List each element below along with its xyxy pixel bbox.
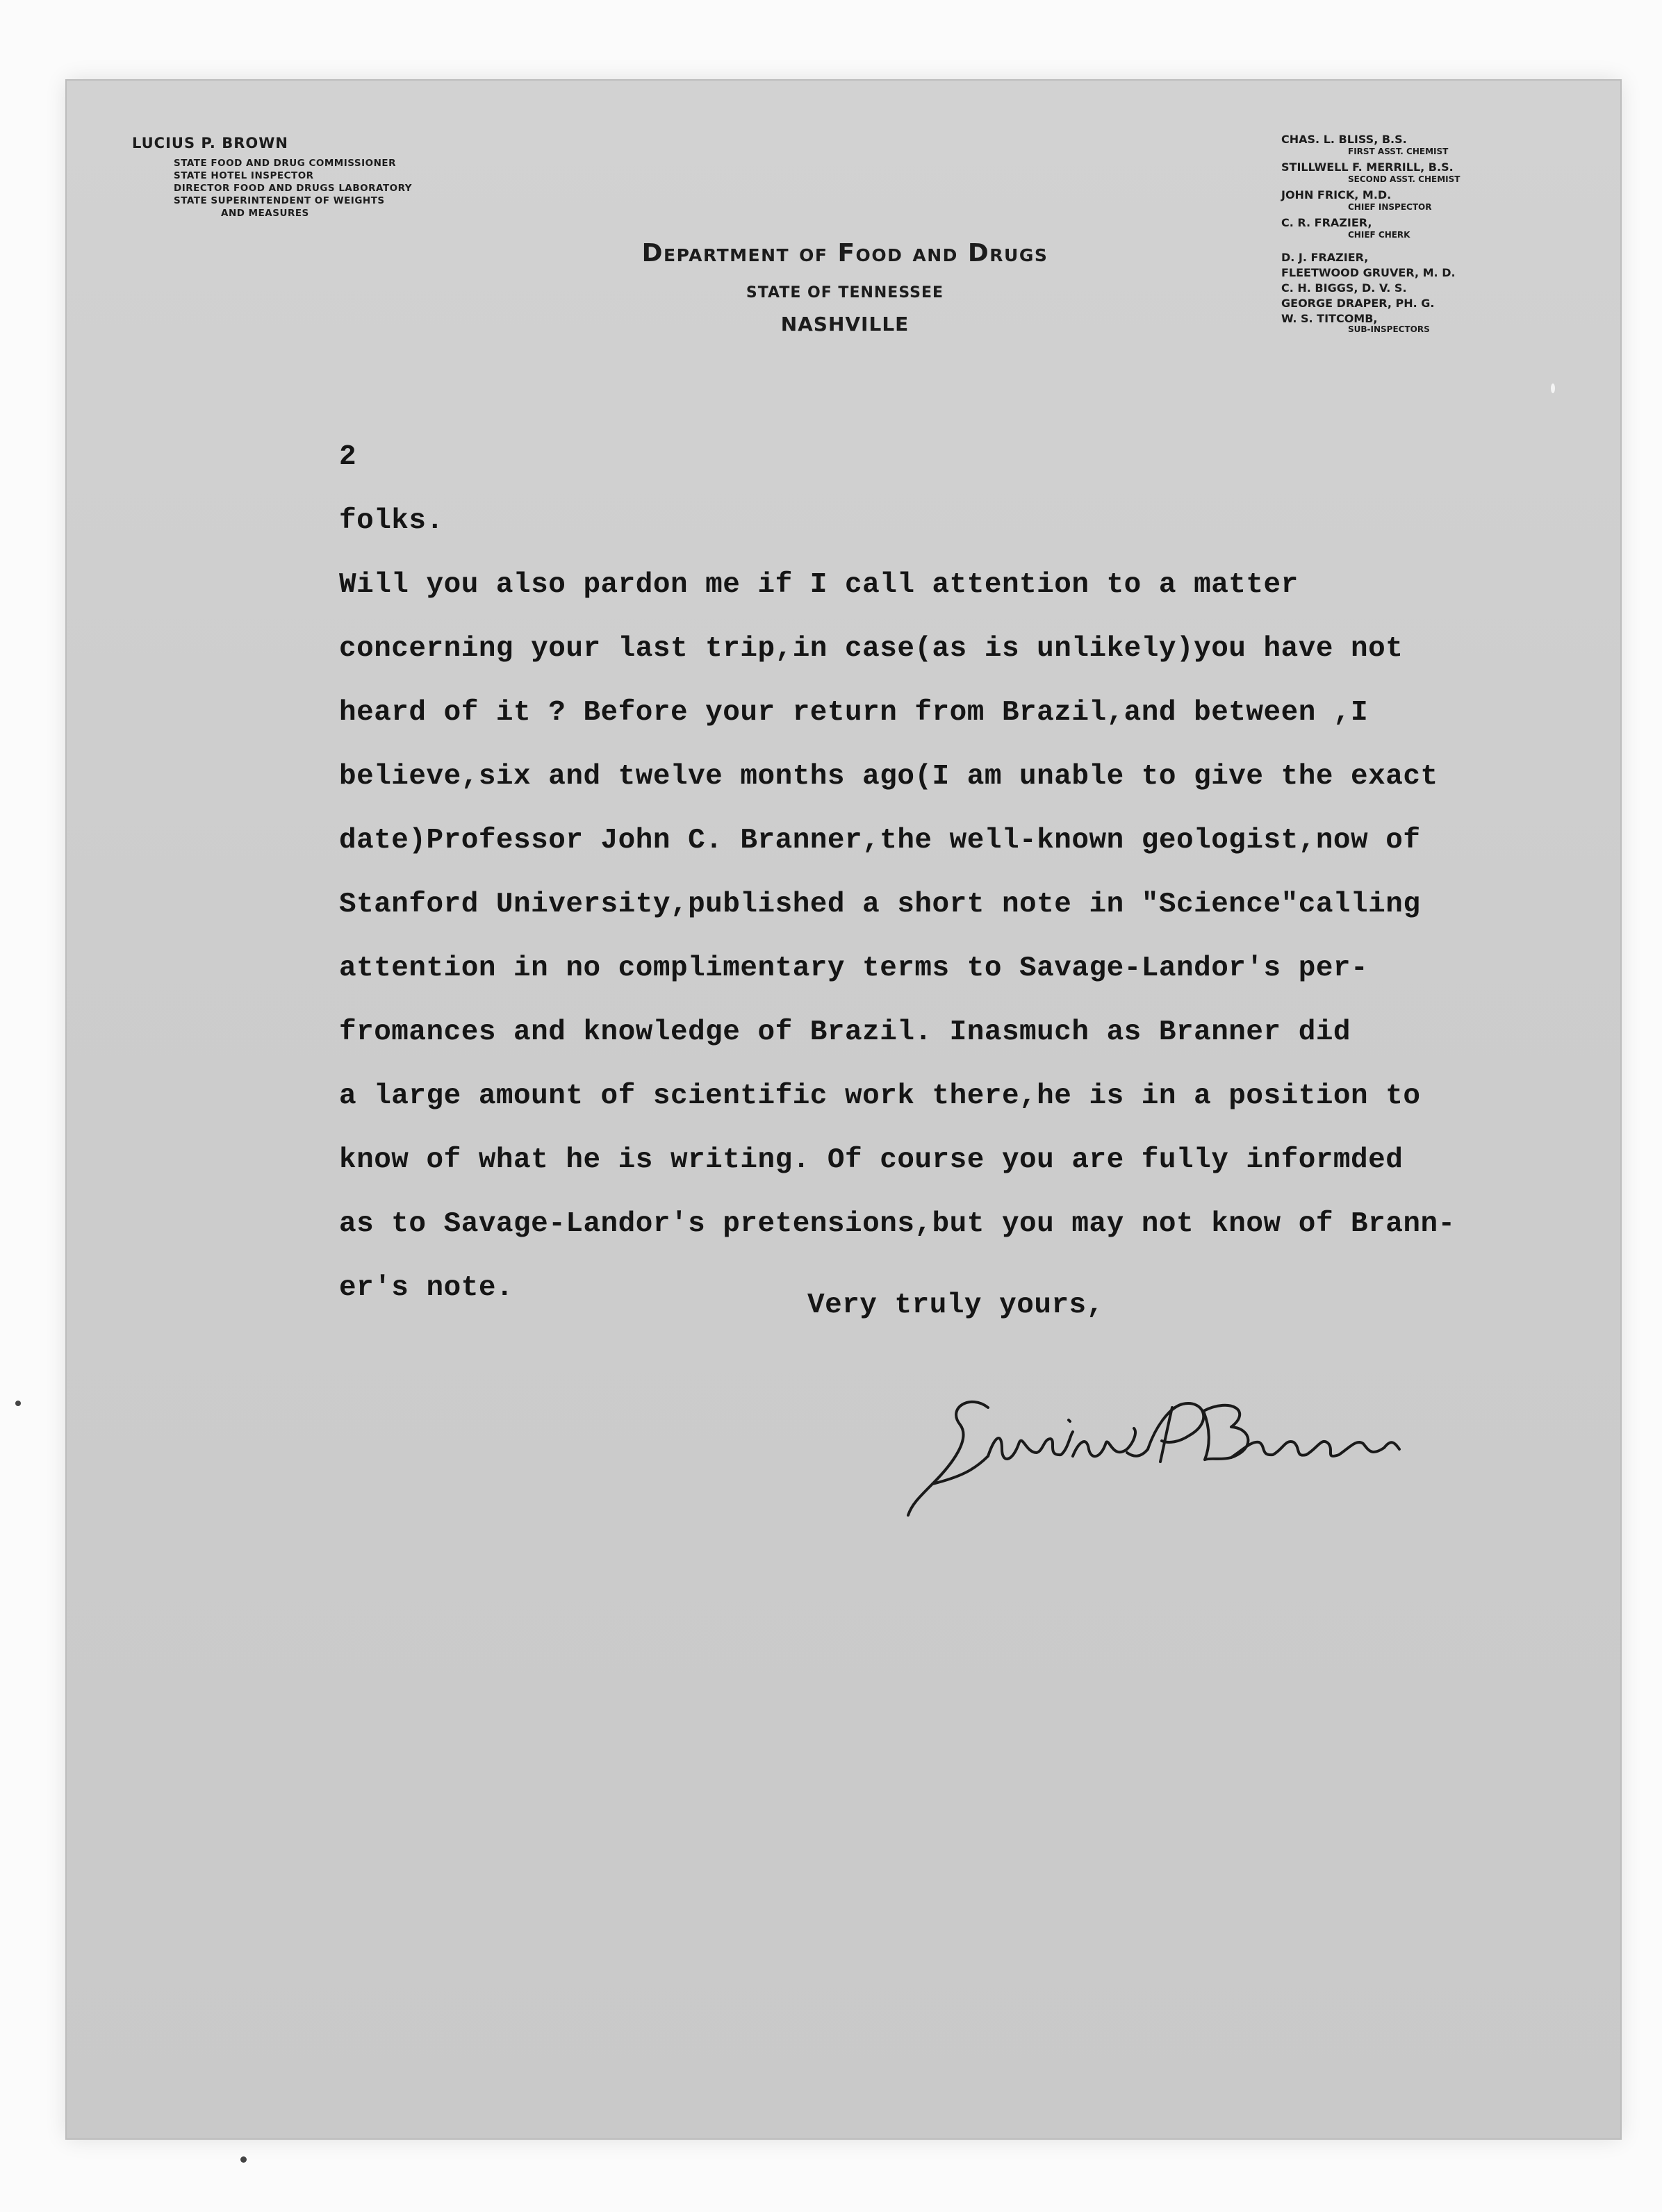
body-line: believe,six and twelve months ago(I am unable to give the exact [339,761,1438,793]
staff-title: CHIEF INSPECTOR [1348,202,1432,212]
staff-name: JOHN FRICK, M.D. [1281,188,1392,201]
staff-spacer [1281,242,1587,250]
letterhead-center [553,239,1137,336]
page-number: 2 [339,441,357,473]
body-line: know of what he is writing. Of course you are fully informded [339,1144,1404,1176]
staff-title: FIRST ASST. CHEMIST [1348,147,1449,156]
sub-inspector-name: D. J. FRAZIER, [1281,251,1369,264]
sub-inspector-name: FLEETWOOD GRUVER, M. D. [1281,266,1456,279]
staff-title: CHIEF CHERK [1348,230,1410,240]
letterhead-title-line: DIRECTOR FOOD AND DRUGS LABORATORY [174,183,413,194]
letter-body [339,425,1520,1320]
letterhead-commissioner-name: LUCIUS P. BROWN [132,135,288,151]
staff-name: C. R. FRAZIER, [1281,216,1372,229]
state-name: STATE OF TENNESSEE [746,284,944,302]
handwritten-signature [905,1366,1433,1526]
closing-salutation: Very truly yours, [807,1289,1104,1321]
staff-name: STILLWELL F. MERRILL, B.S. [1281,160,1454,174]
film-speck [1551,383,1555,393]
letterhead-title-line: AND MEASURES [221,208,309,219]
sub-inspector-name: W. S. TITCOMB, [1281,312,1378,325]
letterhead-title-line: STATE FOOD AND DRUG COMMISSIONER [174,158,397,169]
letterhead-title-line: STATE SUPERINTENDENT OF WEIGHTS [174,195,385,206]
letterhead-title-line: STATE HOTEL INSPECTOR [174,170,314,181]
staff-title: SECOND ASST. CHEMIST [1348,174,1461,184]
body-line: Stanford University,published a short note in "Science"calling [339,889,1421,921]
film-speck [240,2156,247,2163]
body-line: attention in no complimentary terms to Savage-Landor's per- [339,952,1369,984]
body-line: fromances and knowledge of Brazil. Inasmuch as Branner did [339,1016,1351,1048]
letterhead-staff-list [1281,131,1587,336]
sub-inspectors-label: SUB-INSPECTORS [1348,324,1430,334]
body-line: Will you also pardon me if I call attention to a matter [339,569,1299,601]
letter-sheet [67,81,1620,2138]
body-line: heard of it ? Before your return from Brazil,and between ,I [339,697,1369,729]
film-speck [15,1401,21,1406]
body-line: concerning your last trip,in case(as is unlikely)you have not [339,633,1404,665]
body-line: as to Savage-Landor's pretensions,but you may not know of Brann- [339,1208,1456,1240]
body-line: date)Professor John C. Branner,the well-known geologist,now of [339,825,1421,857]
sub-inspector-name: C. H. BIGGS, D. V. S. [1281,281,1407,295]
body-line: a large amount of scientific work there,he is in a position to [339,1080,1421,1112]
body-line: folks. [339,505,444,537]
body-line: er's note. [339,1272,514,1304]
sub-inspector-name: GEORGE DRAPER, PH. G. [1281,297,1435,310]
city-name: NASHVILLE [780,313,910,336]
letterhead-commissioner-titles [174,157,412,220]
department-name: Department of Food and Drugs [641,239,1048,267]
staff-name: CHAS. L. BLISS, B.S. [1281,133,1407,146]
